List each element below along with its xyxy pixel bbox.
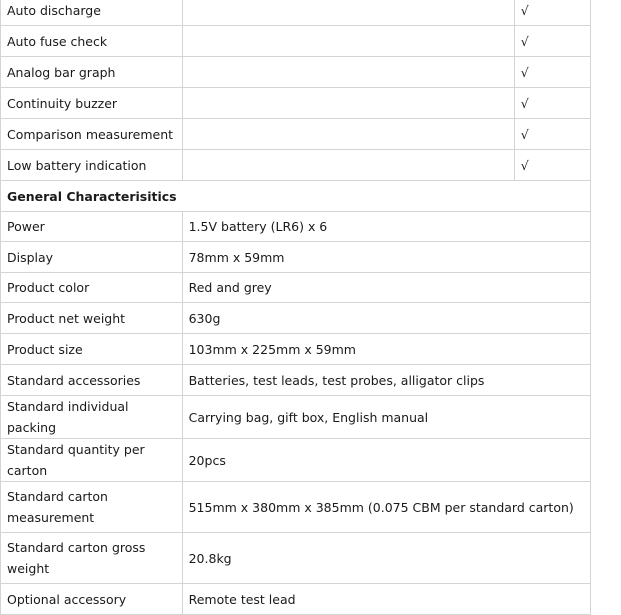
table-row	[1, 334, 591, 365]
feature-value	[182, 57, 514, 88]
feature-value	[182, 26, 514, 57]
spec-label: Standard accessories	[1, 365, 183, 396]
feature-value	[182, 0, 514, 26]
check-mark: √	[514, 0, 590, 26]
feature-label: Analog bar graph	[1, 57, 183, 88]
spec-value: Batteries, test leads, test probes, alligator clips	[182, 365, 590, 396]
table-row	[1, 273, 591, 303]
table-row	[1, 119, 591, 150]
spec-label: Display	[1, 242, 183, 273]
table-row	[1, 365, 591, 396]
table-row	[1, 150, 591, 181]
table-row	[1, 482, 591, 533]
spec-label: Product color	[1, 273, 183, 303]
spec-value: Remote test lead	[182, 584, 590, 615]
table-row	[1, 26, 591, 57]
table-row	[1, 88, 591, 119]
spec-label: Standard individual packing	[1, 396, 183, 439]
spec-label: Standard quantity per carton	[1, 439, 183, 482]
spec-value: 103mm x 225mm x 59mm	[182, 334, 590, 365]
table-row	[1, 212, 591, 242]
spec-label: Product net weight	[1, 303, 183, 334]
check-mark: √	[514, 88, 590, 119]
table-row	[1, 57, 591, 88]
spec-label: Optional accessory	[1, 584, 183, 615]
section-title: General Characterisitics	[1, 181, 591, 212]
table-row	[1, 396, 591, 439]
feature-value	[182, 150, 514, 181]
spec-value: 630g	[182, 303, 590, 334]
spec-value: 78mm x 59mm	[182, 242, 590, 273]
spec-label: Power	[1, 212, 183, 242]
spec-value: 1.5V battery (LR6) x 6	[182, 212, 590, 242]
spec-value: 20pcs	[182, 439, 590, 482]
spec-value: 20.8kg	[182, 533, 590, 584]
feature-label: Auto discharge	[1, 0, 183, 26]
spec-value: Red and grey	[182, 273, 590, 303]
check-mark: √	[514, 26, 590, 57]
spec-label: Standard carton gross weight	[1, 533, 183, 584]
table-row	[1, 584, 591, 615]
spec-label: Product size	[1, 334, 183, 365]
check-mark: √	[514, 119, 590, 150]
table-row	[1, 533, 591, 584]
section-header-row	[1, 181, 591, 212]
check-mark: √	[514, 150, 590, 181]
feature-label: Comparison measurement	[1, 119, 183, 150]
feature-value	[182, 88, 514, 119]
check-mark: √	[514, 57, 590, 88]
feature-label: Low battery indication	[1, 150, 183, 181]
table-row	[1, 303, 591, 334]
spec-label: Standard carton measurement	[1, 482, 183, 533]
spec-value: 515mm x 380mm x 385mm (0.075 CBM per standard carton)	[182, 482, 590, 533]
table-row	[1, 242, 591, 273]
spec-value: Carrying bag, gift box, English manual	[182, 396, 590, 439]
table-row	[1, 0, 591, 26]
feature-label: Continuity buzzer	[1, 88, 183, 119]
feature-label: Auto fuse check	[1, 26, 183, 57]
feature-value	[182, 119, 514, 150]
table-row	[1, 439, 591, 482]
